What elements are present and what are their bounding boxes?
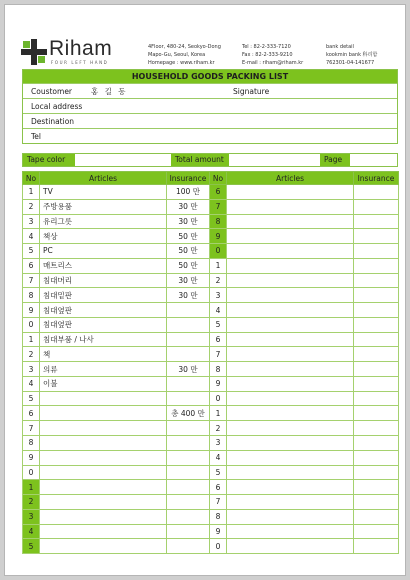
row-article[interactable]: TV — [40, 185, 167, 200]
tape-color-field[interactable] — [75, 154, 170, 166]
page-field[interactable] — [350, 154, 397, 166]
company-contact: Tel : 82-2-333-7120 Fax : 82-2-333-9210 E-mail : riham@riham.kr — [242, 44, 304, 66]
row-insurance[interactable] — [167, 539, 210, 554]
row-insurance-2[interactable] — [354, 362, 399, 377]
row-no: 6 — [23, 258, 40, 273]
row-insurance[interactable] — [167, 317, 210, 332]
row-no-2: 8 — [210, 509, 227, 524]
row-insurance[interactable] — [167, 465, 210, 480]
cross-logo-icon — [21, 39, 47, 65]
row-no-2: 9 — [210, 524, 227, 539]
row-article[interactable]: 침대옆판 — [40, 303, 167, 318]
row-article[interactable] — [40, 480, 167, 495]
table-row — [23, 185, 399, 200]
row-insurance[interactable] — [167, 436, 210, 451]
row-insurance[interactable] — [167, 303, 210, 318]
row-article-2[interactable] — [227, 539, 354, 554]
row-insurance[interactable] — [167, 480, 210, 495]
row-no: 1 — [23, 480, 40, 495]
row-no-2: 3 — [210, 436, 227, 451]
row-article-2[interactable] — [227, 303, 354, 318]
row-article[interactable] — [40, 421, 167, 436]
header-articles-2: Articles — [227, 172, 354, 185]
row-insurance[interactable]: 30 만 — [167, 288, 210, 303]
table-row — [23, 214, 399, 229]
row-insurance[interactable] — [167, 524, 210, 539]
meta-row — [22, 153, 398, 167]
row-insurance-2[interactable] — [354, 273, 399, 288]
row-article-2[interactable] — [227, 185, 354, 200]
row-no: 5 — [23, 391, 40, 406]
row-no: 2 — [23, 199, 40, 214]
table-row — [23, 317, 399, 332]
row-article-2[interactable] — [227, 376, 354, 391]
packing-list-sheet — [4, 4, 406, 576]
row-article[interactable]: 의류 — [40, 362, 167, 377]
row-no: 3 — [23, 362, 40, 377]
table-row — [23, 495, 399, 510]
row-no: 6 — [23, 406, 40, 421]
row-article-2[interactable] — [227, 258, 354, 273]
brand-tagline: FOUR LEFT HAND — [51, 60, 109, 65]
row-no-2: 6 — [210, 185, 227, 200]
row-insurance-2[interactable] — [354, 421, 399, 436]
signature-label: Signature — [233, 87, 270, 96]
row-article-2[interactable] — [227, 465, 354, 480]
row-insurance[interactable]: 50 만 — [167, 244, 210, 259]
row-no: 3 — [23, 509, 40, 524]
row-article-2[interactable] — [227, 524, 354, 539]
row-no-2: 8 — [210, 362, 227, 377]
row-no: 2 — [23, 347, 40, 362]
row-no-2: 7 — [210, 199, 227, 214]
destination-label: Destination — [31, 117, 75, 126]
row-article[interactable]: 침대부품 / 나사 — [40, 332, 167, 347]
header-insurance-2: Insurance — [354, 172, 399, 185]
table-row — [23, 258, 399, 273]
row-no-2: 4 — [210, 450, 227, 465]
row-article-2[interactable] — [227, 480, 354, 495]
row-article[interactable] — [40, 465, 167, 480]
table-row — [23, 421, 399, 436]
page-label: Page — [320, 154, 350, 166]
table-row — [23, 199, 399, 214]
row-article[interactable] — [40, 406, 167, 421]
row-insurance-2[interactable] — [354, 539, 399, 554]
row-article-2[interactable] — [227, 229, 354, 244]
customer-label: Coustomer — [31, 87, 73, 96]
row-no: 5 — [23, 539, 40, 554]
table-row — [23, 303, 399, 318]
table-row — [23, 288, 399, 303]
row-insurance-2[interactable] — [354, 185, 399, 200]
header-no: No — [23, 172, 40, 185]
row-article-2[interactable] — [227, 273, 354, 288]
row-article-2[interactable] — [227, 391, 354, 406]
row-no-2: 1 — [210, 258, 227, 273]
row-no-2: 0 — [210, 391, 227, 406]
row-no: 2 — [23, 495, 40, 510]
row-insurance-2[interactable] — [354, 524, 399, 539]
row-insurance[interactable]: 30 만 — [167, 214, 210, 229]
table-row — [23, 539, 399, 554]
row-insurance-2[interactable] — [354, 509, 399, 524]
row-insurance-2[interactable] — [354, 258, 399, 273]
row-insurance[interactable]: 30 만 — [167, 362, 210, 377]
tape-color-label: Tape color — [23, 154, 75, 166]
row-insurance-2[interactable] — [354, 332, 399, 347]
row-article-2[interactable] — [227, 199, 354, 214]
row-insurance-2[interactable] — [354, 465, 399, 480]
local-address-row[interactable] — [23, 98, 397, 113]
row-no-2: 5 — [210, 465, 227, 480]
table-row — [23, 347, 399, 362]
brand-name: Riham — [49, 37, 113, 60]
row-insurance[interactable]: 30 만 — [167, 273, 210, 288]
row-article[interactable]: PC — [40, 244, 167, 259]
row-article[interactable] — [40, 495, 167, 510]
row-article-2[interactable] — [227, 450, 354, 465]
row-article[interactable] — [40, 436, 167, 451]
row-insurance[interactable] — [167, 450, 210, 465]
row-insurance-2[interactable] — [354, 391, 399, 406]
row-no: 7 — [23, 421, 40, 436]
row-no: 5 — [23, 244, 40, 259]
destination-row[interactable] — [23, 113, 397, 128]
row-no: 0 — [23, 317, 40, 332]
company-address: 4Floor, 480-24, Seokyo-Dong Mapo-Gu, Seoul, Korea Homepage : www.riham.kr — [148, 44, 221, 66]
total-amount-label: Total amount — [171, 154, 229, 166]
row-article-2[interactable] — [227, 495, 354, 510]
row-article[interactable] — [40, 524, 167, 539]
tel-row[interactable] — [23, 128, 397, 143]
row-article[interactable] — [40, 391, 167, 406]
row-article-2[interactable] — [227, 436, 354, 451]
row-no-2: 6 — [210, 480, 227, 495]
row-insurance-2[interactable] — [354, 214, 399, 229]
row-insurance[interactable]: 100 만 — [167, 185, 210, 200]
row-insurance[interactable] — [167, 495, 210, 510]
row-no: 3 — [23, 214, 40, 229]
row-article-2[interactable] — [227, 288, 354, 303]
row-insurance[interactable]: 30 만 — [167, 199, 210, 214]
customer-info-box — [22, 69, 398, 144]
row-insurance-2[interactable] — [354, 450, 399, 465]
row-article-2[interactable] — [227, 421, 354, 436]
items-table — [22, 171, 399, 554]
row-no-2: 8 — [210, 214, 227, 229]
table-row — [23, 229, 399, 244]
row-article[interactable]: 침대옆판 — [40, 317, 167, 332]
row-insurance[interactable] — [167, 332, 210, 347]
customer-row[interactable] — [23, 83, 397, 98]
row-no: 9 — [23, 303, 40, 318]
row-article[interactable]: 주방용품 — [40, 199, 167, 214]
table-row — [23, 524, 399, 539]
row-article-2[interactable] — [227, 244, 354, 259]
row-no-2: 3 — [210, 288, 227, 303]
row-insurance-2[interactable] — [354, 317, 399, 332]
row-no-2: 7 — [210, 347, 227, 362]
table-header — [23, 172, 399, 185]
row-no-2: 2 — [210, 421, 227, 436]
table-row — [23, 406, 399, 421]
row-article[interactable]: 유리그릇 — [40, 214, 167, 229]
row-insurance-2[interactable] — [354, 199, 399, 214]
row-insurance[interactable]: 총 400 만 — [167, 406, 210, 421]
row-insurance-2[interactable] — [354, 480, 399, 495]
tel-label: Tel — [31, 132, 42, 141]
row-article[interactable]: 침대밑판 — [40, 288, 167, 303]
header-no-2: No — [210, 172, 227, 185]
row-article[interactable]: 침대머리 — [40, 273, 167, 288]
table-row — [23, 465, 399, 480]
row-no: 0 — [23, 465, 40, 480]
table-row — [23, 244, 399, 259]
row-article-2[interactable] — [227, 362, 354, 377]
row-no: 8 — [23, 288, 40, 303]
row-no-2: 4 — [210, 303, 227, 318]
row-no: 9 — [23, 450, 40, 465]
table-row — [23, 450, 399, 465]
row-insurance-2[interactable] — [354, 495, 399, 510]
row-insurance-2[interactable] — [354, 347, 399, 362]
row-insurance[interactable] — [167, 347, 210, 362]
row-no-2: 6 — [210, 332, 227, 347]
header-articles: Articles — [40, 172, 167, 185]
row-no-2: 7 — [210, 495, 227, 510]
row-no: 7 — [23, 273, 40, 288]
row-insurance-2[interactable] — [354, 376, 399, 391]
row-article-2[interactable] — [227, 214, 354, 229]
customer-value: 홍 길 동 — [91, 87, 128, 96]
row-article[interactable]: 매트리스 — [40, 258, 167, 273]
table-row — [23, 376, 399, 391]
table-row — [23, 436, 399, 451]
row-article-2[interactable] — [227, 406, 354, 421]
row-article[interactable]: 이불 — [40, 376, 167, 391]
row-insurance-2[interactable] — [354, 229, 399, 244]
table-row — [23, 362, 399, 377]
row-no: 1 — [23, 332, 40, 347]
row-article[interactable] — [40, 539, 167, 554]
row-insurance[interactable] — [167, 391, 210, 406]
form-title: HOUSEHOLD GOODS PACKING LIST — [23, 70, 397, 83]
riham-logo — [21, 39, 141, 69]
row-no-2: 1 — [210, 406, 227, 421]
header-insurance: Insurance — [167, 172, 210, 185]
row-article-2[interactable] — [227, 347, 354, 362]
row-article[interactable] — [40, 450, 167, 465]
row-insurance-2[interactable] — [354, 244, 399, 259]
table-row — [23, 391, 399, 406]
row-article[interactable]: 책 — [40, 347, 167, 362]
row-article-2[interactable] — [227, 332, 354, 347]
row-no: 4 — [23, 229, 40, 244]
row-insurance-2[interactable] — [354, 406, 399, 421]
row-no: 4 — [23, 376, 40, 391]
bank-detail: bank detail kookmin bank 科리함 762301-04-141677 — [326, 44, 378, 66]
row-article[interactable] — [40, 509, 167, 524]
row-insurance-2[interactable] — [354, 303, 399, 318]
row-insurance[interactable] — [167, 509, 210, 524]
row-no-2: 5 — [210, 317, 227, 332]
table-row — [23, 509, 399, 524]
table-row — [23, 273, 399, 288]
row-no-2: 9 — [210, 229, 227, 244]
row-no-2: 0 — [210, 244, 227, 259]
local-address-label: Local address — [31, 102, 83, 111]
row-no: 4 — [23, 524, 40, 539]
row-insurance[interactable]: 50 만 — [167, 258, 210, 273]
table-row — [23, 480, 399, 495]
row-no: 1 — [23, 185, 40, 200]
row-article-2[interactable] — [227, 317, 354, 332]
row-insurance[interactable] — [167, 376, 210, 391]
row-insurance-2[interactable] — [354, 288, 399, 303]
row-article-2[interactable] — [227, 509, 354, 524]
table-row — [23, 332, 399, 347]
row-no-2: 2 — [210, 273, 227, 288]
row-no: 8 — [23, 436, 40, 451]
row-no-2: 9 — [210, 376, 227, 391]
total-amount-field[interactable] — [229, 154, 319, 166]
row-no-2: 0 — [210, 539, 227, 554]
row-article[interactable]: 책상 — [40, 229, 167, 244]
row-insurance[interactable]: 50 만 — [167, 229, 210, 244]
row-insurance-2[interactable] — [354, 436, 399, 451]
row-insurance[interactable] — [167, 421, 210, 436]
